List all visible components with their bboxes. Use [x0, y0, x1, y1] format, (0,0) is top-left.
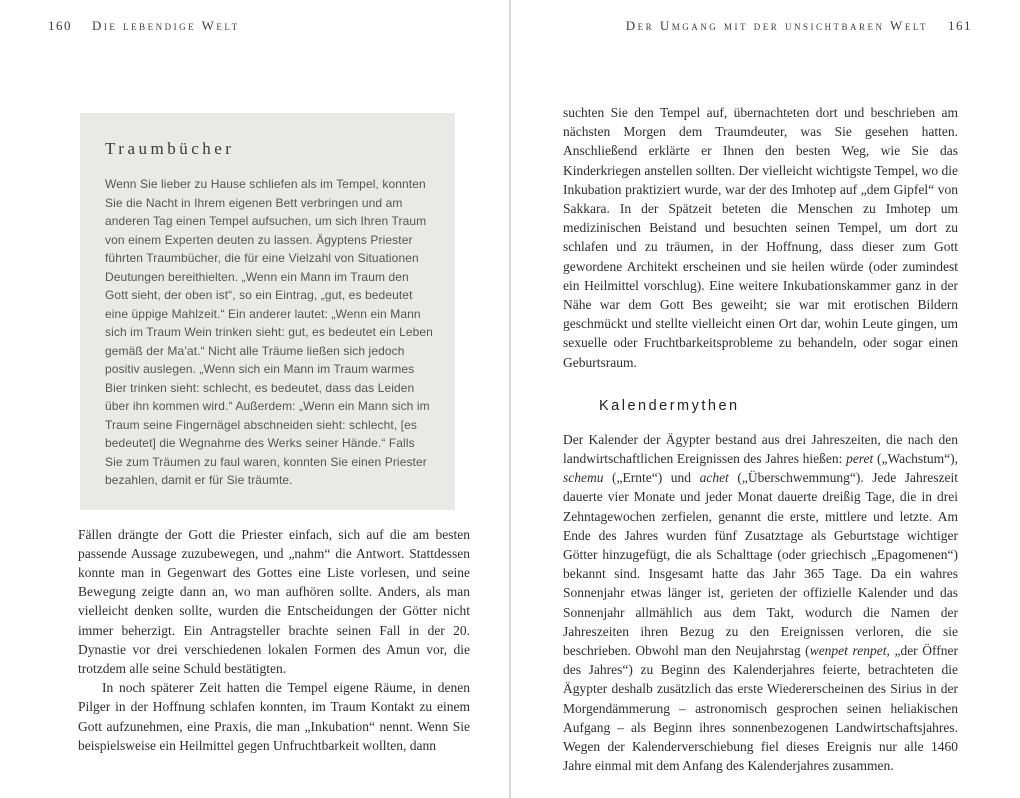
left-running-header: [48, 18, 240, 34]
infobox-body-text: Wenn Sie lieber zu Hause schliefen als im Tempel, konnten Sie die Nacht in Ihrem eigenen Bett verbringen und am anderen Tag einen Tempel aufsuchen, um sich Ihren Traum von einem Experten deuten zu lassen. Ägyptens Priester führten Traumbücher, die für eine Vielzahl von Situationen Deutungen bereithielten. „Wenn ein Mann im Traum den Gott sieht, der oben ist“, so ein Eintrag, „gut, es bedeutet eine üppige Mahlzeit.“ Ein anderer lautet: „Wenn ein Mann sich im Traum Wein trinken sieht: gut, es bedeutet ein Leben gemäß der Ma’at.“ Nicht alle Träume ließen sich jedoch positiv auslegen. „Wenn sich ein Mann im Traum warmes Bier trinken sieht: schlecht, es bedeutet, dass das Leiden über ihn kommen wird.“ Außerdem: „Wenn ein Mann sich im Traum seine Fingernägel abschneiden sieht: schlecht, [es bedeutet] die Wegnahme des Werks seiner Hände.“ Falls Sie zum Träumen zu faul waren, konnten Sie einen Priester bezahlen, damit er für Sie träumte.: [105, 177, 433, 487]
right-body-text-top: [563, 103, 958, 372]
body-paragraph: Fällen drängte der Gott die Priester einfach, sich auf die am besten passende Aussage zuzubewegen, und „nahm“ die Antwort. Stattdessen konnte man in Gegenwart des Gottes eine Liste vorlesen, und seine Bewegung zeigte dann an, wo man aufhören sollte. Anders, als man vielleicht denken sollte, wurden die Entscheidungen der Götter nicht immer beherzigt. Ein Antragsteller brachte seinen Fall in der 20. Dynastie vor drei verschiedenen lokalen Formen des Amun vor, die trotzdem alle seine Schuld bestätigten.: [78, 526, 470, 676]
section-heading-kalendermythen: Kalendermythen: [599, 397, 740, 414]
left-body-text: [78, 525, 470, 755]
page-gutter-divider: [509, 0, 511, 798]
body-paragraph: Der Kalender der Ägypter bestand aus drei Jahreszeiten, die nach den landwirtschaftlichen Ereignissen des Jahres hießen: peret („Wachstum“), schemu („Ernte“) und achet („Überschwemmung“). Jede Jahreszeit dauerte vier Monate und jeder Monat dauerte dreißig Tage, die in drei Zehntagewochen zerfielen, genannt die erste, mittlere und letzte. Am Ende des Jahres wurden fünf Zusatztage als Geburtstage wichtiger Götter hinzugefügt, die als Schalttage (oder griechisch „Epagomenen“) bekannt sind. Insgesamt hatte das Jahr 365 Tage. Da ein wahres Sonnenjahr etwas länger ist, gerieten der offizielle Kalender und das Sonnenjahr allmählich aus dem Takt, wodurch die Namen der Jahreszeiten ihren Bezug zu den Ereignissen verloren, die sie beschrieben. Obwohl man den Neujahrstag (wenpet renpet, „der Öffner des Jahres“) zu Beginn des Kalenderjahres feierte, betrachteten die Ägypter deshalb zusätzlich das erste Wiedererscheinen des Sirius in der Morgendämmerung – astronomisch gesprochen seinen heliakischen Aufgang – als Beginn ihres sonnenbezogenen Landwirtschaftsjahres. Wegen der Kalenderverschiebung fiel dieses Ereignis nur alle 1460 Jahre einmal mit dem Anfang des Kalenderjahres zusammen.: [563, 431, 958, 774]
right-running-header: [626, 18, 972, 34]
body-paragraph: suchten Sie den Tempel auf, übernachteten dort und beschrieben am nächsten Morgen dem Traumdeuter, was Sie gesehen hatten. Anschließend erklärte er Ihnen den besten Weg, wie Sie das Kinderkriegen anstellen sollten. Der vielleicht wichtigste Tempel, wo die Inkubation praktiziert wurde, war der des Imhotep auf „dem Gipfel“ von Sakkara. In der Spätzeit beteten die Menschen zu Imhotep um medizinischen Beistand und besuchten seinen Tempel, um dort zu schlafen und zu träumen, in der Hoffnung, dass dieser zum Gott gewordene Architekt erscheinen und sie heilen würde (oder zumindest ein Heilmittel vorschlug). Eine weitere Inkubationskammer ganz in der Nähe war dem Gott Bes geweiht; sie war mit erotischen Bildern geschmückt und stellte vielleicht einen Ort dar, wohin Leute gingen, um sexuelle oder Fruchtbarkeitsprobleme zu behandeln, oder sogar einen Geburtsraum.: [563, 105, 958, 370]
right-page-number: 161: [948, 18, 972, 33]
body-paragraph: In noch späterer Zeit hatten die Tempel eigene Räume, in denen Pilger in der Hoffnung schlafen konnten, im Traum Kontakt zu einem Gott aufzunehmen, eine Praxis, die man „Inkubation“ nennt. Wenn Sie beispielsweise ein Heilmittel gegen Unfruchtbarkeit wollten, dann: [78, 680, 470, 753]
right-running-title: Der Umgang mit der unsichtbaren Welt: [625, 18, 928, 33]
traumbuecher-infobox: [80, 113, 455, 510]
left-page-number: 160: [48, 18, 72, 33]
right-page-content: [510, 0, 1020, 776]
infobox-title: Traumbücher: [105, 139, 235, 158]
right-body-text-bottom: [563, 430, 958, 776]
right-page: [510, 0, 1020, 798]
left-running-title: Die lebendige Welt: [92, 18, 240, 33]
left-page-content: [0, 0, 510, 755]
